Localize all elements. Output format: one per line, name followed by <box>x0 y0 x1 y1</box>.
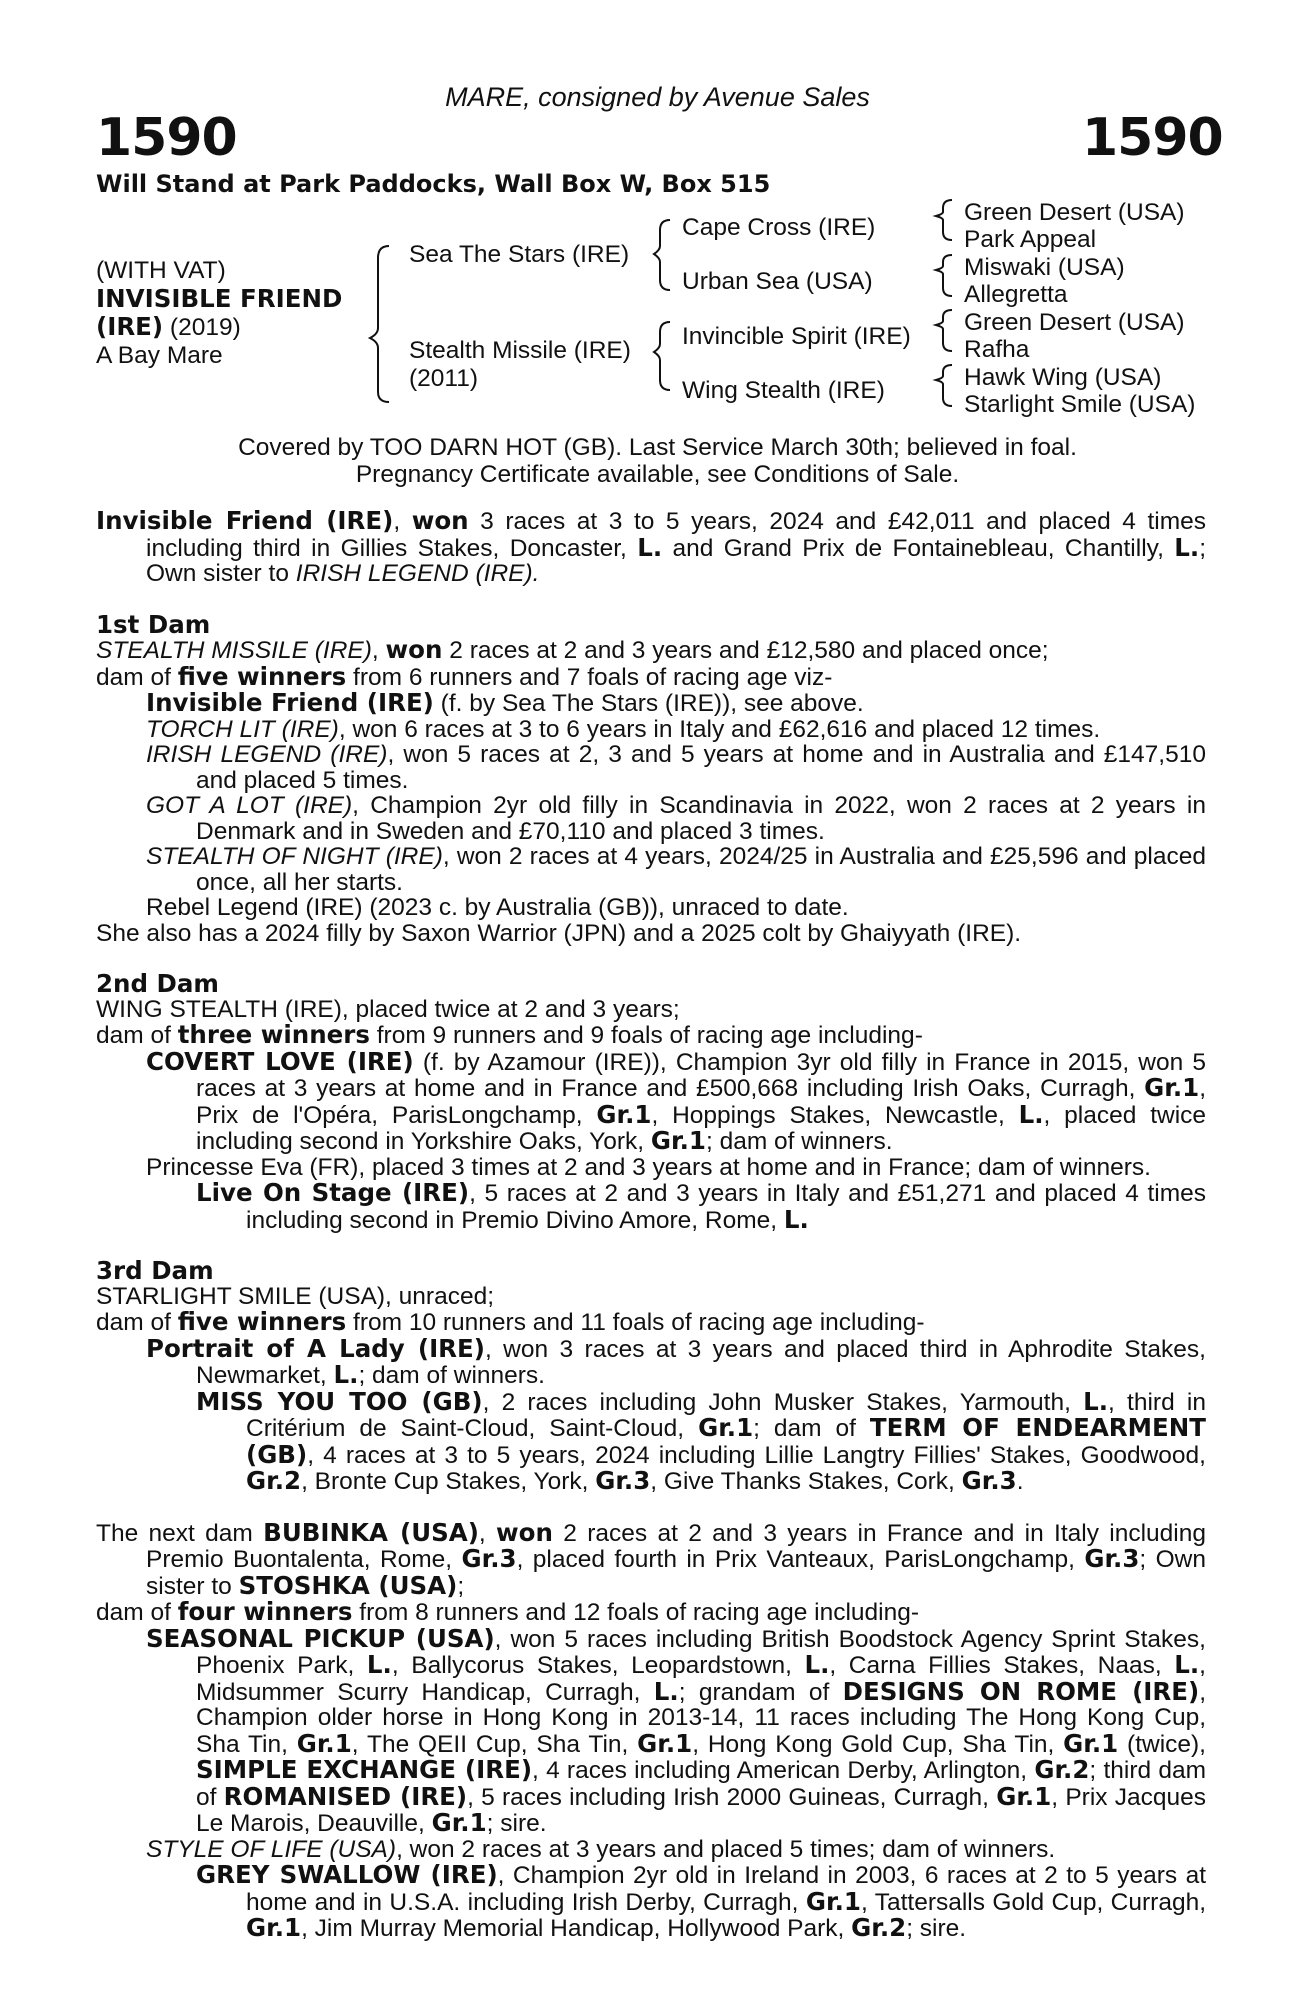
text: , 5 races including Irish 2000 Guineas, Curragh, <box>467 1783 997 1811</box>
covered-note <box>0 434 1315 488</box>
text: dam of <box>96 1022 178 1049</box>
produce-entry <box>96 844 1206 895</box>
text: , won 2 races at 3 years and placed 5 times; dam of winners. <box>396 1835 1056 1863</box>
third-dam-produce-line <box>96 1309 1206 1336</box>
text: , Prix Jacques Le Marois, Deauville, <box>196 1783 1206 1837</box>
summary-horse: Invisible Friend (IRE) <box>96 506 394 535</box>
text: , <box>478 1519 497 1547</box>
text-bold: won <box>496 1517 553 1547</box>
text: , Champion older horse in Hong Kong in 2013-14, 11 races including The Hong Kong Cup, Sha Tin, <box>196 1678 1207 1758</box>
produce-entry <box>96 742 1206 793</box>
horse-year: (2019) <box>163 314 241 341</box>
dam <box>409 337 631 393</box>
produce-entry <box>96 1862 1206 1942</box>
text: ; dam of winners. <box>358 1362 545 1389</box>
dam-year: (2011) <box>409 365 479 392</box>
text-bold: Gr.1 <box>296 1728 352 1758</box>
gen3-8: Starlight Smile (USA) <box>964 391 1196 418</box>
gen3-2: Park Appeal <box>964 226 1097 253</box>
text-italic: GOT A LOT (IRE) <box>146 792 353 819</box>
produce-entry: Princesse Eva (FR), placed 3 times at 2 and 3 years at home and in France; dam of winners. <box>146 1153 1151 1181</box>
text: ; third dam of <box>196 1757 1206 1811</box>
text: ; sire. <box>906 1915 967 1942</box>
text: , Hoppings Stakes, Newcastle, <box>651 1101 1019 1129</box>
dam-sire: Invincible Spirit (IRE) <box>682 323 911 350</box>
text: , 5 races at 2 and 3 years in Italy and £51,271 and placed 4 times including second in Premio Divino Amore, Rome, <box>246 1180 1206 1234</box>
produce-entry <box>96 690 1206 717</box>
text-bold: MISS YOU TOO (GB) <box>196 1386 483 1416</box>
text: , The QEII Cup, Sha Tin, <box>351 1730 638 1758</box>
text-bold: TERM OF ENDEARMENT (GB) <box>246 1413 1206 1469</box>
text: , Hong Kong Gold Cup, Sha Tin, <box>692 1730 1064 1758</box>
text-italic: STEALTH MISSILE (IRE) <box>96 637 372 664</box>
text: ; <box>457 1572 465 1600</box>
produce-entry <box>96 1046 1207 1155</box>
gen3-5: Green Desert (USA) <box>964 309 1185 336</box>
text: and Grand Prix de Fontainebleau, Chantilly, <box>662 534 1175 562</box>
lot-number-right: 1590 <box>1082 108 1223 168</box>
horse-description: A Bay Mare <box>96 342 223 369</box>
text-bold: three winners <box>177 1020 370 1049</box>
produce-entry <box>96 1623 1207 1837</box>
text-bold: DESIGNS ON ROME (IRE) <box>842 1676 1200 1706</box>
text: from 10 runners and 11 foals of racing age including- <box>346 1309 925 1336</box>
text: (twice), <box>1118 1730 1206 1758</box>
text-bold: L. <box>1083 1386 1109 1416</box>
text-bold: Gr.1 <box>637 1728 693 1758</box>
text-bold: Gr.3 <box>961 1466 1017 1495</box>
text-bold: L. <box>783 1204 809 1234</box>
text: 2 races at 2 and 3 years and £12,580 and placed once; <box>442 637 1049 664</box>
text-bold: Gr.3 <box>1084 1544 1140 1573</box>
text-bold: COVERT LOVE (IRE) <box>146 1046 414 1076</box>
covered-line-2: Pregnancy Certificate available, see Conditions of Sale. <box>355 461 960 488</box>
produce-entry <box>96 1333 1206 1389</box>
text-bold: L. <box>804 1650 830 1679</box>
text: (f. by Azamour (IRE)), Champion 3yr old filly in France in 2015, won 5 races at 3 years at home and in France and £500,668 including Irish Oaks, Curragh, <box>196 1048 1207 1102</box>
text-bold: Live On Stage (IRE) <box>196 1178 470 1207</box>
text-bold: ROMANISED (IRE) <box>223 1781 468 1811</box>
text: , <box>371 637 386 664</box>
text: , 4 races including American Derby, Arlington, <box>532 1757 1035 1784</box>
second-dam-line: WING STEALTH (IRE), placed twice at 2 and 3 years; <box>96 995 680 1023</box>
text: , won 5 races including British Boodstock Agency Sprint Stakes, Phoenix Park, <box>196 1625 1206 1679</box>
text-bold: won <box>411 506 469 535</box>
text: (f. by Sea The Stars (IRE)), see above. <box>433 690 864 717</box>
text-bold: SEASONAL PICKUP (USA) <box>146 1623 495 1653</box>
text: , Midsummer Scurry Handicap, Curragh, <box>196 1652 1206 1706</box>
text: , Tattersalls Gold Cup, Curragh, <box>860 1888 1207 1916</box>
first-dam-heading: 1st Dam <box>96 609 211 639</box>
text: dam of <box>96 1599 178 1626</box>
text-italic: TORCH LIT (IRE) <box>146 715 339 743</box>
text: dam of <box>96 663 178 691</box>
text: , Champion 2yr old in Ireland in 2003, 6 races at 2 to 5 years at home and in U.S.A. including Irish Derby, Curragh, <box>246 1862 1207 1916</box>
text-bold: L. <box>366 1650 392 1679</box>
text-bold: Gr.1 <box>698 1413 754 1442</box>
lot-number-left: 1590 <box>96 108 237 168</box>
text-italic: STYLE OF LIFE (USA) <box>146 1835 397 1863</box>
horse-country: (IRE) <box>96 312 164 341</box>
text: , Champion 2yr old filly in Scandinavia in 2022, won 2 races at 2 years in Denmark and in Sweden and £70,110 and placed 3 times. <box>196 792 1206 845</box>
text-bold: five winners <box>177 661 347 691</box>
text: , placed twice including second in Yorkshire Oaks, York, <box>196 1101 1207 1155</box>
produce-note: She also has a 2024 filly by Saxon Warrior (JPN) and a 2025 colt by Ghaiyyath (IRE). <box>96 919 1022 947</box>
gen3-1: Green Desert (USA) <box>964 199 1185 226</box>
text: , 4 races at 3 to 5 years, 2024 including Lillie Langtry Fillies' Stakes, Goodwood, <box>307 1441 1206 1469</box>
text: The next dam <box>96 1519 264 1547</box>
produce-entry <box>96 793 1206 844</box>
text-italic: STEALTH OF NIGHT (IRE) <box>146 843 443 870</box>
text-bold: won <box>385 635 443 664</box>
text: , 2 races including John Musker Stakes, Yarmouth, <box>482 1388 1084 1416</box>
text-bold: Invisible Friend (IRE) <box>146 688 434 717</box>
text: , <box>393 508 412 535</box>
vat-note: (WITH VAT) <box>96 257 226 284</box>
text: ; dam of winners. <box>705 1128 893 1155</box>
first-dam-line <box>96 637 1206 664</box>
text-bold: STOSHKA (USA) <box>238 1570 458 1600</box>
text: from 9 runners and 9 foals of racing age including- <box>369 1022 923 1049</box>
text-bold: L. <box>333 1360 359 1389</box>
text: ; sire. <box>486 1810 547 1837</box>
text: , Give Thanks Stakes, Cork, <box>650 1468 962 1495</box>
produce-entry <box>96 1837 1206 1863</box>
gen3-6: Rafha <box>964 336 1030 363</box>
third-dam-line: STARLIGHT SMILE (USA), unraced; <box>96 1282 495 1310</box>
text: ; dam of <box>753 1415 870 1442</box>
text: , third in Critérium de Saint-Cloud, Saint-Cloud, <box>246 1388 1206 1442</box>
text-bold: Gr.1 <box>650 1126 706 1155</box>
first-dam-produce-line <box>96 661 1206 691</box>
text-bold: four winners <box>177 1597 353 1626</box>
text-italic: IRISH LEGEND (IRE) <box>146 741 388 768</box>
text-bold: L. <box>1018 1099 1044 1129</box>
gen3-7: Hawk Wing (USA) <box>964 364 1162 391</box>
text-bold: Gr.1 <box>996 1781 1052 1811</box>
text: ; grandam of <box>678 1678 843 1706</box>
covered-line-1: Covered by TOO DARN HOT (GB). Last Service March 30th; believed in foal. <box>238 434 1077 461</box>
text-bold: Gr.3 <box>595 1466 651 1495</box>
text-bold: Gr.3 <box>461 1544 517 1573</box>
sire-sire: Cape Cross (IRE) <box>682 214 876 241</box>
text: from 6 runners and 7 foals of racing age viz- <box>346 663 833 691</box>
produce-entry <box>96 1386 1206 1495</box>
horse-name: INVISIBLE FRIEND <box>96 284 343 313</box>
text: 3 races at 3 to 5 years, 2024 and £42,011 and placed 4 times including third in Gillies Stakes, Doncaster, <box>146 508 1206 562</box>
sire: Sea The Stars (IRE) <box>409 241 630 268</box>
text-bold: Gr.1 <box>431 1808 487 1837</box>
produce-entry: Rebel Legend (IRE) (2023 c. by Australia (GB)), unraced to date. <box>146 894 849 921</box>
second-dam-heading: 2nd Dam <box>96 969 219 998</box>
text: , won 6 races at 3 to 6 years in Italy and £62,616 and placed 12 times. <box>338 715 1101 743</box>
text-bold: L. <box>653 1676 679 1706</box>
text: , Ballycorus Stakes, Leopardstown, <box>391 1652 805 1679</box>
text-bold: Gr.2 <box>851 1913 907 1942</box>
produce-entry <box>96 717 1206 743</box>
text: from 8 runners and 12 foals of racing age including- <box>352 1599 920 1626</box>
text: , Prix de l'Opéra, ParisLongchamp, <box>196 1075 1206 1129</box>
text: , Carna Fillies Stakes, Naas, <box>829 1652 1175 1679</box>
text-bold: GREY SWALLOW (IRE) <box>196 1860 498 1889</box>
stand-location: Will Stand at Park Paddocks, Wall Box W, Box 515 <box>96 170 771 198</box>
text: 2 races at 2 and 3 years in France and in Italy including Premio Buontalenta, Rome, <box>146 1519 1207 1573</box>
horse-summary <box>96 508 1206 587</box>
text: ; Own sister to <box>146 534 1206 587</box>
gen3-3: Miswaki (USA) <box>964 254 1125 281</box>
text-bold: L. <box>637 532 663 562</box>
text-bold: Gr.1 <box>246 1913 302 1942</box>
text-bold: Gr.2 <box>1034 1755 1090 1784</box>
text-bold: five winners <box>177 1307 347 1336</box>
text-bold: Gr.1 <box>596 1099 652 1129</box>
text-italic: IRISH LEGEND (IRE). <box>295 560 540 587</box>
text-bold: L. <box>1174 1650 1200 1679</box>
text-bold: SIMPLE EXCHANGE (IRE) <box>196 1755 533 1784</box>
text: dam of <box>96 1309 178 1336</box>
text-bold: L. <box>1174 532 1200 562</box>
produce-entry <box>96 1180 1206 1233</box>
gen3-4: Allegretta <box>964 281 1068 308</box>
text: , won 5 races at 2, 3 and 5 years at home and in Australia and £147,510 and placed 5 times. <box>196 741 1206 794</box>
text-bold: BUBINKA (USA) <box>263 1517 479 1547</box>
text: , placed fourth in Prix Vanteaux, ParisLongchamp, <box>516 1546 1085 1573</box>
text-bold: Gr.2 <box>246 1466 302 1495</box>
text: , won 3 races at 3 years and placed third in Aphrodite Stakes, Newmarket, <box>196 1335 1206 1389</box>
second-dam-produce-line <box>96 1022 1206 1049</box>
text: , Bronte Cup Stakes, York, <box>301 1468 596 1495</box>
dam-dam: Wing Stealth (IRE) <box>682 377 885 404</box>
sire-dam: Urban Sea (USA) <box>682 268 873 295</box>
next-dam-produce-line <box>96 1599 1206 1626</box>
text: , Jim Murray Memorial Handicap, Hollywood Park, <box>301 1915 852 1942</box>
text-bold: Gr.1 <box>1063 1728 1119 1758</box>
catalogue-body <box>96 508 1206 1942</box>
text-bold: Gr.1 <box>1144 1073 1200 1102</box>
text-bold: Gr.1 <box>805 1886 861 1916</box>
next-dam-line <box>96 1517 1207 1600</box>
third-dam-heading: 3rd Dam <box>96 1256 214 1285</box>
dam-name: Stealth Missile (IRE) <box>409 337 631 364</box>
text-bold: Portrait of A Lady (IRE) <box>146 1333 485 1363</box>
consignor-line: MARE, consigned by Avenue Sales <box>445 82 870 112</box>
text: . <box>1016 1468 1024 1495</box>
text: ; Own sister to <box>146 1546 1206 1600</box>
text: , won 2 races at 4 years, 2024/25 in Australia and £25,596 and placed once, all her starts. <box>196 843 1206 896</box>
